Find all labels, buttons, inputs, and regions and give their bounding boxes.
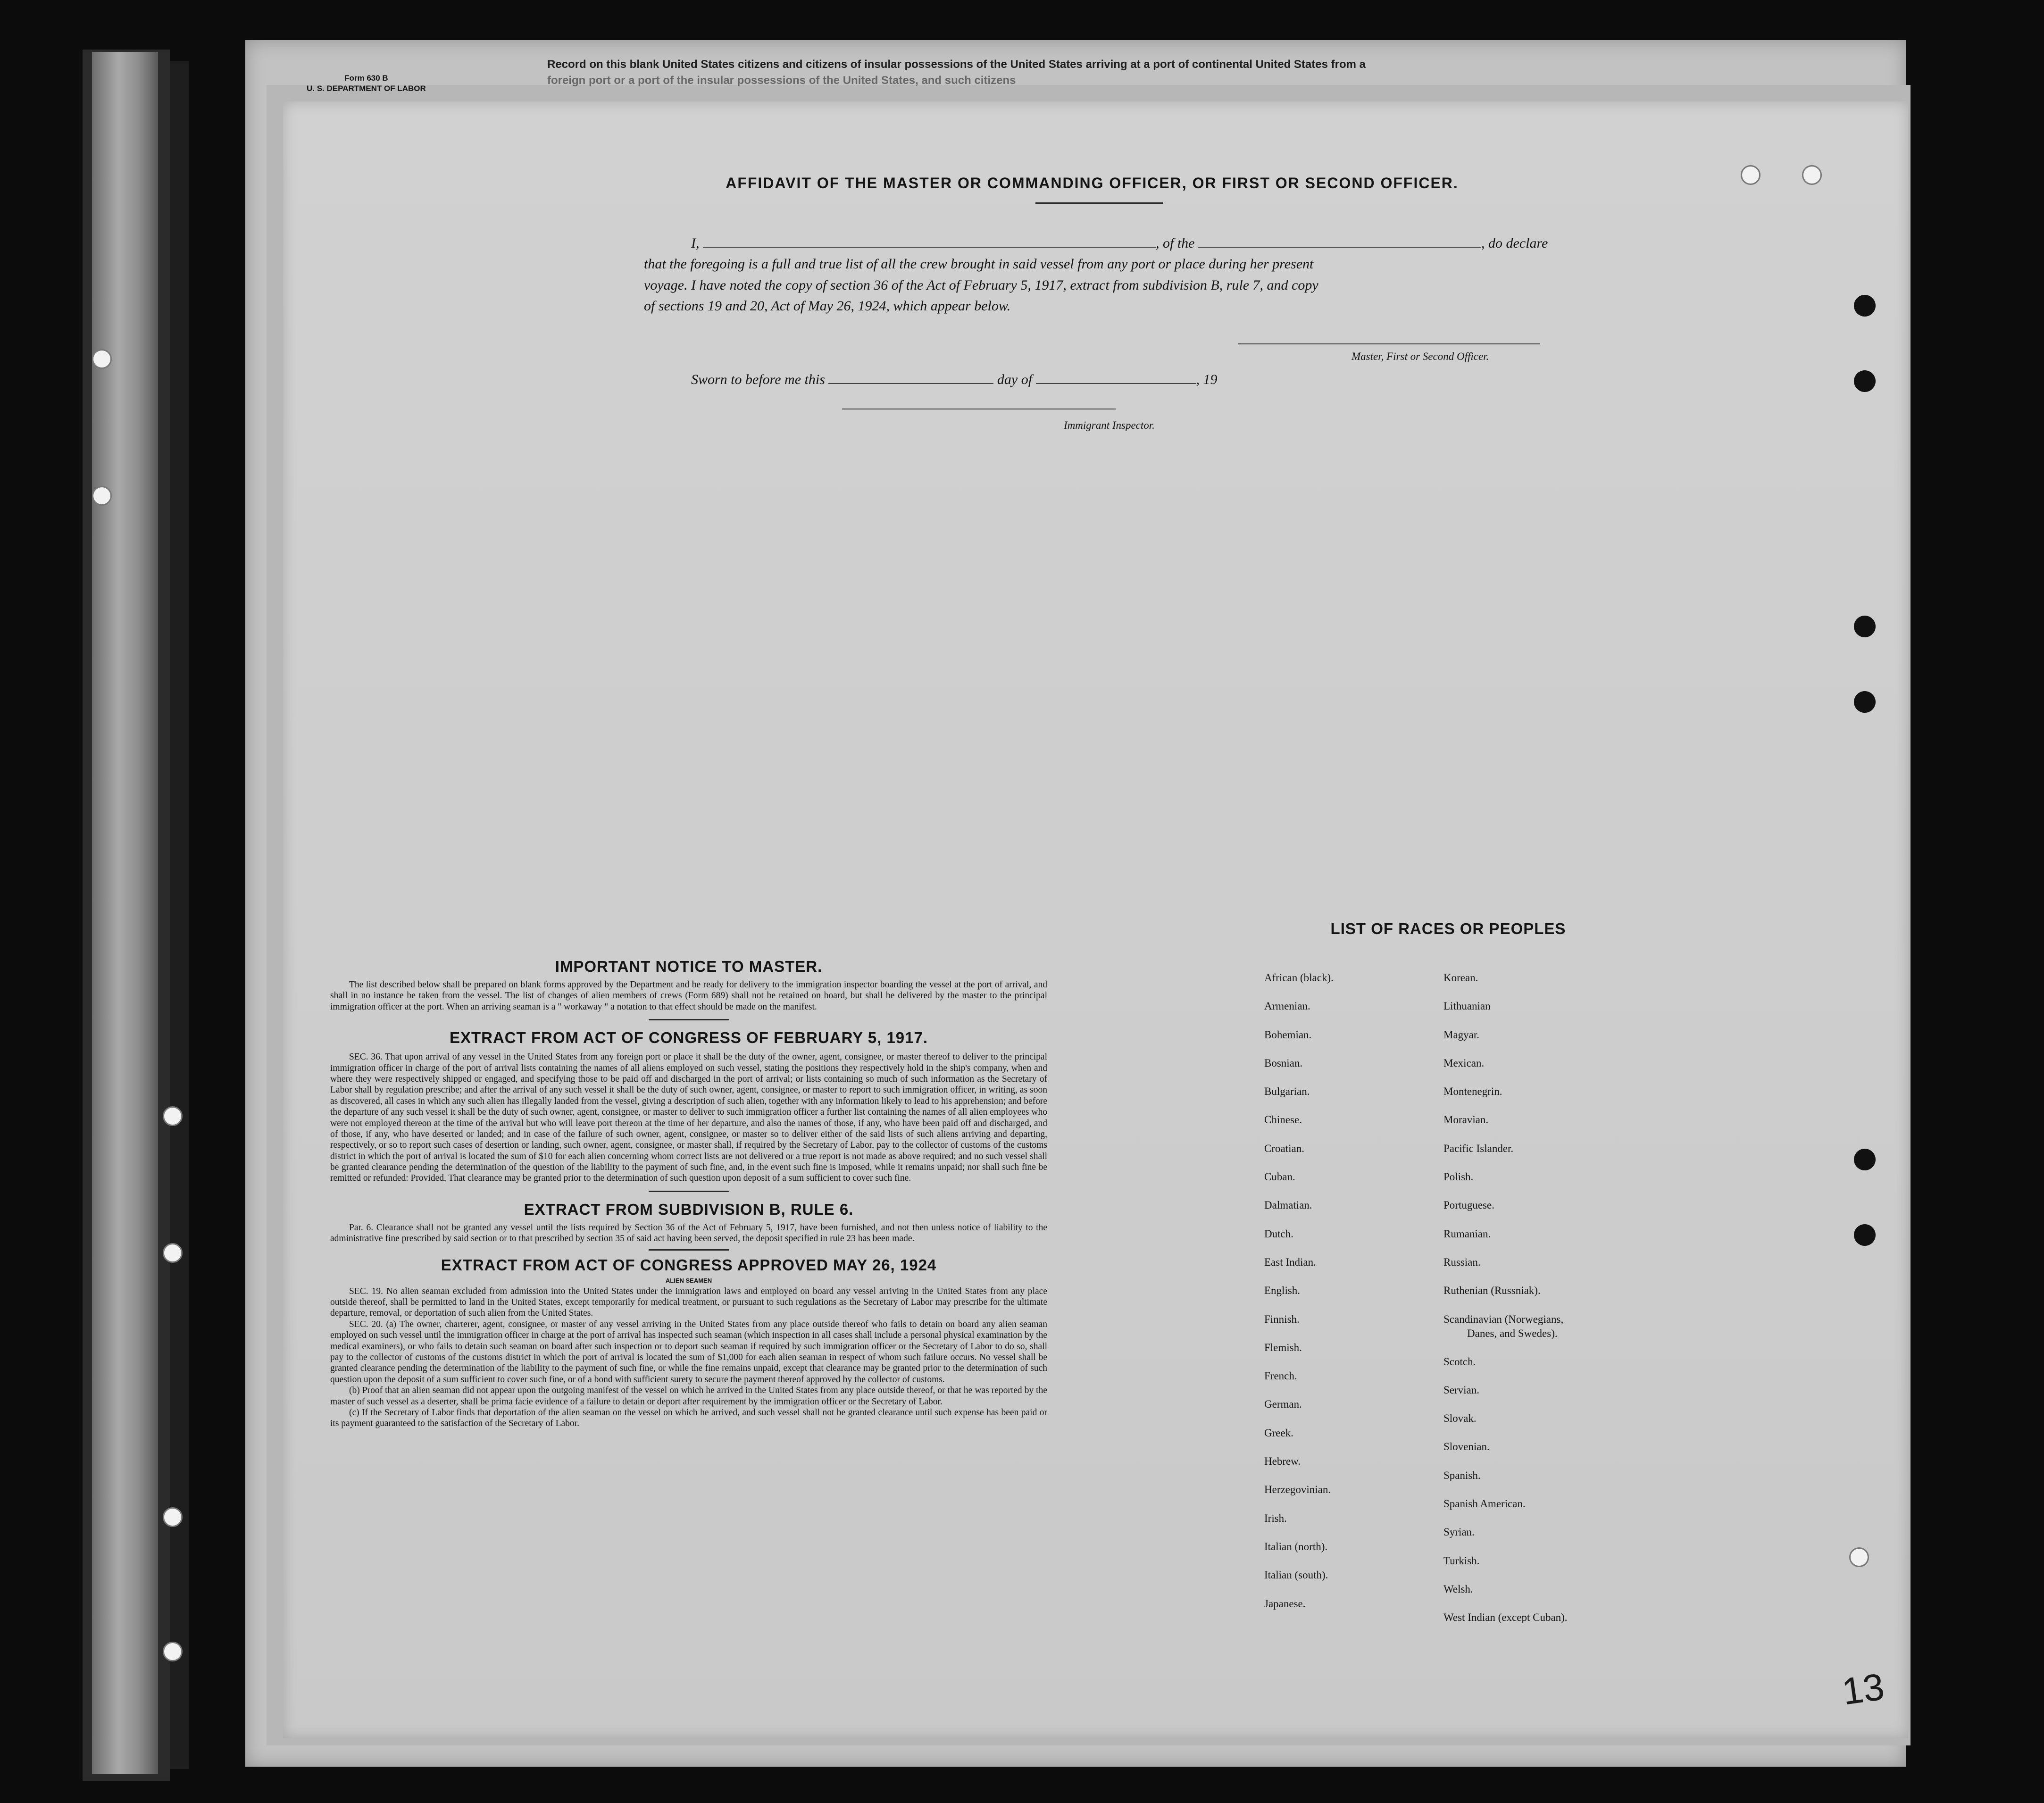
race-item: Scotch. [1443, 1355, 1476, 1368]
races-left-column [1264, 972, 1334, 1626]
extract-1917-body: SEC. 36. That upon arrival of any vessel in the United States from any foreign port or place it shall be the duty of the owner, agent, consignee, or master thereof to deliver to the principal immigration officer in charge of the port of arrival lists containing the names of all aliens employed on such vessel, stating the positions they respectively hold in the ship's company, when and where they were respectively shipped or engaged, and specifying those to be paid off and discharged in the port of arrival; or lists containing so much of such information as the Secretary of Labor shall by regulation prescribe; and after the arrival of any such vessel it shall be the duty of such owner, agent, consignee, or master to report to such immigration officer, in writing, as soon as discovered, all cases in which any such alien has illegally landed from the vessel, giving a description of such alien, together with any information likely to lead to his apprehension; and before the departure of any such vessel it shall be the duty of such owner, agent, consignee, or master to deliver to such immigration officer a further list containing the names of all alien employees who were not employed thereon at the time of the arrival but who will leave port thereon at the time of her departure, and also the names of those, if any, who have been paid off and discharged, and of those, if any, who have deserted or landed; and in case of the failure of such owner, agent, consignee, or master so to deliver either of the said lists of such aliens arriving and departing, respectively, or so to report such cases of desertion or landing, such owner, agent, consignee, or master shall, if required by the Secretary of Labor, pay to the collector of customs of the customs district in which the port of arrival is located the sum of $10 for each alien concerning whom correct lists are not delivered or a true report is not made as above required; and no such vessel shall be granted clearance pending the determination of the question of the liability to the payment of such fine, and, in the event such fine is imposed, while it remains unpaid; nor shall such fine be remitted or refunded: Provided, That clearance may be granted prior to the determination of such question upon deposit of a sum sufficient to cover such fine. [330, 1052, 1047, 1184]
binder-hole [163, 1507, 183, 1527]
race-item: Ruthenian (Russniak). [1443, 1285, 1541, 1297]
extract-1924-subtitle: ALIEN SEAMEN [665, 1277, 712, 1284]
race-item: Cuban. [1264, 1171, 1295, 1183]
handwritten-page-number: 13 [1839, 1665, 1887, 1713]
vessel-field[interactable] [1198, 246, 1481, 248]
affidavit-of-the: , of the [1156, 235, 1195, 251]
race-item: Spanish. [1443, 1469, 1481, 1481]
races-title: LIST OF RACES OR PEOPLES [1330, 920, 1566, 937]
race-item: Spanish American. [1443, 1498, 1526, 1510]
extract-rule6-body: Par. 6. Clearance shall not be granted any vessel until the lists required by Section 36 of the Act of February 5, 1917, have been furnished, and not then unless notice of liability to the administrative fine prescribed by said section or to that prescribed by section 35 of said act having been served, the deposit specified in rule 23 has been made. [330, 1222, 1047, 1244]
binder-hole [92, 349, 112, 369]
year-label: , 19 [1196, 371, 1218, 387]
race-item: Pacific Islander. [1443, 1142, 1514, 1154]
races-list [1245, 920, 1651, 1624]
race-item: Bosnian. [1264, 1057, 1303, 1069]
form-number: Form 630 B [344, 74, 388, 83]
race-item: Mexican. [1443, 1057, 1485, 1069]
affidavit-title: AFFIDAVIT OF THE MASTER OR COMMANDING OFFICER, OR FIRST OR SECOND OFFICER. [726, 175, 1459, 192]
page-hole [1849, 1547, 1869, 1567]
race-item: Bulgarian. [1264, 1085, 1310, 1098]
name-field[interactable] [703, 246, 1156, 248]
notice-body: The list described below shall be prepared on blank forms approved by the Department and be ready for delivery to the immigration inspector boarding the vessel at the port of arrival, and shall in no instance be taken from the vessel. The list of changes of alien members of crews (Form 689) shall not be retained on board, but shall be delivered by the master to the principal immigration officer at the port. When an arriving seaman is a " workaway " a notation to that effect should be made on the manifest. [330, 980, 1047, 1012]
binder-hole [163, 1642, 183, 1661]
race-item: Italian (north). [1264, 1540, 1328, 1553]
race-item: Danes, and Swedes). [1467, 1327, 1558, 1339]
extract-1924-sec19: SEC. 19. No alien seaman excluded from admission into the United States under the immigration laws and employed on board any vessel arriving in the United States from any place outside thereof, shall be permitted to land in the United States, except temporarily for medical treatment, or pursuant to such regulations as the Secretary of Labor may prescribe for the ultimate departure, removal, or deportation of such alien from the United States. [330, 1286, 1047, 1319]
race-item: Croatian. [1264, 1142, 1304, 1154]
affidavit-line-4: of sections 19 and 20, Act of May 26, 1924, which appear below. [644, 298, 1011, 314]
binder-hole [163, 1106, 183, 1126]
race-item: Welsh. [1443, 1583, 1473, 1595]
page-hole [1854, 691, 1876, 713]
header-strip [330, 57, 1604, 88]
race-item: Flemish. [1264, 1341, 1302, 1353]
race-item: African (black). [1264, 972, 1334, 984]
extract-1924-sec20c: (c) If the Secretary of Labor finds that deportation of the alien seaman on the vessel on which he arrived, and such vessel shall not be granted clearance until such expense has been paid or its payment guaranteed to the satisfaction of the Secretary of Labor. [330, 1407, 1047, 1429]
race-item: Finnish. [1264, 1313, 1300, 1325]
race-item: Magyar. [1443, 1028, 1480, 1041]
race-item: Scandinavian (Norwegians, [1443, 1313, 1564, 1325]
extract-1924-sec20b: (b) Proof that an alien seaman did not appear upon the outgoing manifest of the vessel on which he arrived in the United States from any place outside thereof, or that he was reported by the master of such vessel as a deserter, shall be prima facie evidence of a failure to detain or deport after requirement by the immigration officer or the Secretary of Labor. [330, 1386, 1047, 1407]
race-item: Chinese. [1264, 1114, 1302, 1126]
race-item: German. [1264, 1398, 1302, 1411]
affidavit-line-2: that the foregoing is a full and true list of all the crew brought in said vessel from any port or place during her present [644, 256, 1314, 272]
page-hole [1854, 1149, 1876, 1170]
sworn-month-field[interactable] [1036, 383, 1196, 384]
race-item: Polish. [1443, 1171, 1474, 1183]
race-item: Armenian. [1264, 1000, 1310, 1012]
department-name: U. S. DEPARTMENT OF LABOR [307, 84, 426, 93]
race-item: Montenegrin. [1443, 1085, 1502, 1098]
affidavit-i: I, [691, 235, 700, 251]
race-item: Korean. [1443, 972, 1478, 984]
page-hole [1741, 165, 1760, 185]
race-item: Bohemian. [1264, 1028, 1312, 1041]
page-hole [1854, 370, 1876, 392]
race-item: English. [1264, 1285, 1301, 1297]
race-item: Italian (south). [1264, 1569, 1328, 1581]
inspector-signature-line[interactable] [842, 408, 1116, 409]
master-signature-label: Master, First or Second Officer. [1352, 350, 1489, 362]
race-item: Irish. [1264, 1512, 1287, 1524]
races-right-column [1443, 972, 1568, 1640]
race-item: East Indian. [1264, 1256, 1316, 1268]
race-item: Dutch. [1264, 1227, 1293, 1240]
race-item: Syrian. [1443, 1526, 1475, 1538]
page-hole [1802, 165, 1822, 185]
inspector-signature-label: Immigrant Inspector. [1064, 419, 1155, 431]
race-item: Herzegovinian. [1264, 1484, 1331, 1496]
race-item: Hebrew. [1264, 1455, 1301, 1468]
race-item: Portuguese. [1443, 1199, 1494, 1211]
sworn-day-field[interactable] [828, 383, 993, 384]
title-underline [1035, 202, 1163, 204]
page-hole [1854, 616, 1876, 637]
extract-rule6-title: EXTRACT FROM SUBDIVISION B, RULE 6. [524, 1200, 854, 1218]
race-item: West Indian (except Cuban). [1443, 1611, 1568, 1624]
affidavit-section [644, 175, 1554, 446]
extract-1924-title: EXTRACT FROM ACT OF CONGRESS APPROVED MAY 26, 1924 [441, 1256, 937, 1274]
header-line-2: foreign port or a port of the insular possessions of the United States, and such citizens [547, 74, 1016, 87]
extract-1924-sec20a: SEC. 20. (a) The owner, charterer, agent, consignee, or master of any vessel arriving in the United States from any place outside thereof who fails to detain on board any alien seaman employed on such vessel until the immigration officer in charge at the port of arrival has inspected such seaman (which inspection in all cases shall include a personal physical examination by the medical examiners), or who fails to detain such seaman on board after such inspection or to deport such seaman if required by such immigration officer or the Secretary of Labor to do so, shall pay to the collector of customs of the customs district in which the port of arrival is located the sum of $1,000 for each alien seaman in respect of whom such failure occurs. No vessel shall be granted clearance pending the determination of the liability to the payment of such fine, or while the fine remains unpaid, except that clearance may be granted prior to the determination of such question upon the deposit of a sum sufficient to cover such fine, or of a bond with sufficient surety to secure the payment thereof approved by the collector of customs. [330, 1319, 1047, 1385]
affidavit-do-declare: , do declare [1481, 235, 1548, 251]
race-item: Japanese. [1264, 1597, 1306, 1610]
sworn-label: Sworn to before me this [691, 371, 825, 387]
race-item: Dalmatian. [1264, 1199, 1312, 1211]
section-divider [649, 1249, 729, 1251]
important-notice [330, 958, 1047, 1429]
day-of-label: day of [997, 371, 1033, 387]
master-signature-line[interactable] [1238, 343, 1540, 344]
binder-hole [92, 486, 112, 506]
race-item: French. [1264, 1370, 1297, 1382]
page-hole [1854, 295, 1876, 317]
header-line-1: Record on this blank United States citizens and citizens of insular possessions of the United States arriving at a port of continental United States from a [547, 58, 1366, 71]
section-divider [649, 1191, 729, 1192]
affidavit-line-3: voyage. I have noted the copy of section 36 of the Act of February 5, 1917, extract from subdivision B, rule 7, and copy [644, 277, 1318, 293]
race-item: Rumanian. [1443, 1227, 1491, 1240]
race-item: Moravian. [1443, 1114, 1489, 1126]
section-divider [649, 1019, 729, 1020]
notice-title: IMPORTANT NOTICE TO MASTER. [555, 958, 823, 975]
race-item: Lithuanian [1443, 1000, 1491, 1012]
race-item: Slovenian. [1443, 1441, 1490, 1453]
race-item: Servian. [1443, 1384, 1480, 1396]
race-item: Russian. [1443, 1256, 1481, 1268]
extract-1917-title: EXTRACT FROM ACT OF CONGRESS OF FEBRUARY 5, 1917. [449, 1029, 928, 1047]
race-item: Slovak. [1443, 1412, 1477, 1425]
page-hole [1854, 1224, 1876, 1246]
race-item: Greek. [1264, 1427, 1293, 1439]
race-item: Turkish. [1443, 1554, 1480, 1567]
binder-strip [92, 52, 158, 1774]
binder-hole [163, 1243, 183, 1263]
